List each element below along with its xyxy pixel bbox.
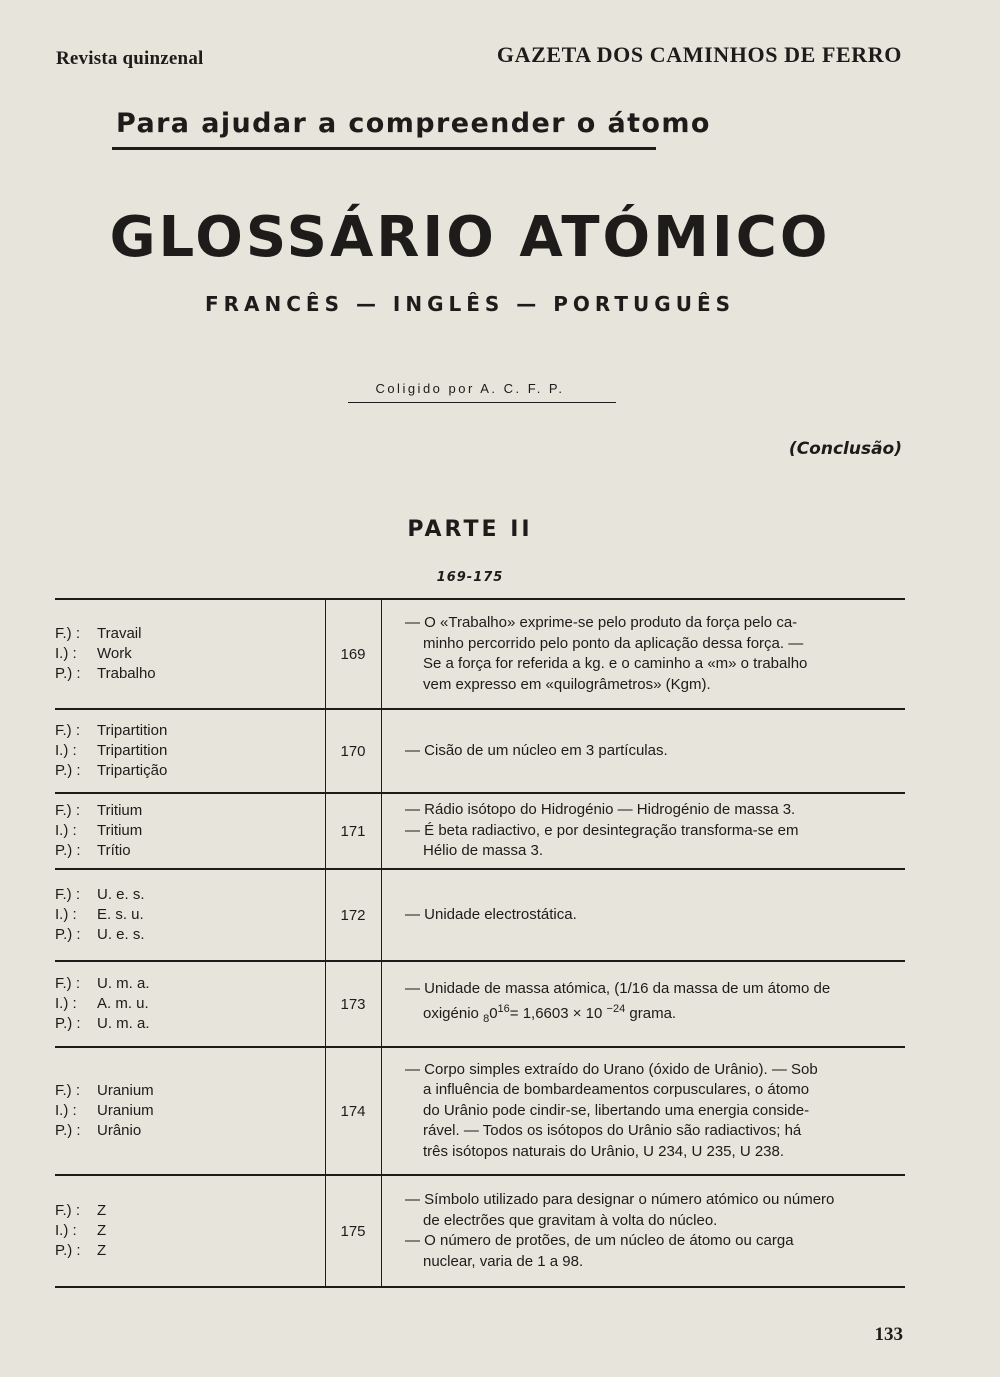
definition-line: vem expresso em «quilogrâmetros» (Kgm).: [423, 675, 711, 693]
entry-terms: [55, 1048, 325, 1174]
term-word: A. m. u.: [97, 995, 149, 1012]
entry-terms: [55, 1176, 325, 1286]
term-word: Uranium: [97, 1102, 154, 1119]
table-row: [55, 962, 905, 1046]
term-line: [55, 905, 325, 925]
table-row: [55, 710, 905, 792]
page-title: GLOSSÁRIO ATÓMICO: [109, 205, 831, 270]
term-word: E. s. u.: [97, 906, 144, 923]
language-code: P.) :: [55, 762, 81, 779]
term-line: [55, 1014, 325, 1034]
definition-line: — O número de protões, de um núcleo de átomo ou carga: [405, 1232, 794, 1249]
language-code: I.) :: [55, 995, 77, 1012]
term-line: [55, 841, 325, 861]
language-code: I.) :: [55, 906, 77, 923]
term-word: Trítio: [97, 842, 131, 859]
table-row: [55, 1176, 905, 1286]
term-line: [55, 885, 325, 905]
language-code: I.) :: [55, 645, 77, 662]
term-word: Tripartition: [97, 742, 168, 759]
entry-number: 173: [340, 995, 366, 1013]
definition-line: Hélio de massa 3.: [423, 842, 544, 860]
language-code: F.) :: [55, 1202, 80, 1219]
term-line: [55, 974, 325, 994]
definition-formula: [405, 999, 905, 1030]
table-row: [55, 1048, 905, 1174]
term-line: [55, 994, 325, 1014]
language-code: I.) :: [55, 742, 77, 759]
term-line: [55, 644, 325, 664]
definition-line: a influência de bombardeamentos corpusculares, o átomo: [423, 1081, 810, 1099]
glossary-table: [55, 598, 905, 1288]
term-word: Tripartition: [97, 722, 168, 739]
formula-atomic-number: 8: [483, 1013, 490, 1025]
term-word: Travail: [97, 625, 142, 642]
formula-mass-number: 16: [497, 1003, 510, 1015]
compiled-by: Coligido por A. C. F. P.: [375, 381, 565, 396]
section-title: Para ajudar a compreender o átomo: [116, 108, 711, 139]
term-line: [55, 761, 325, 781]
language-code: I.) :: [55, 822, 77, 839]
journal-title: GAZETA DOS CAMINHOS DE FERRO: [496, 42, 902, 67]
term-word: U. e. s.: [97, 926, 145, 943]
term-word: Z: [97, 1242, 107, 1259]
language-code: F.) :: [55, 1082, 80, 1099]
term-line: [55, 741, 325, 761]
term-word: U. m. a.: [97, 1015, 150, 1032]
language-code: P.) :: [55, 1122, 81, 1139]
term-line: [55, 925, 325, 945]
language-code: F.) :: [55, 975, 80, 992]
term-word: Tritium: [97, 822, 143, 839]
conclusion-note: (Conclusão): [788, 439, 902, 459]
definition-line: — Unidade electrostática.: [405, 905, 577, 923]
definition-line: — O «Trabalho» exprime-se pelo produto da força pelo ca-: [405, 614, 798, 631]
page-number: 133: [874, 1324, 903, 1345]
definition-line: — Rádio isótopo do Hidrogénio — Hidrogénio de massa 3.: [405, 801, 796, 819]
definition-line: — Corpo simples extraído do Urano (óxido de Urânio). — Sob: [405, 1060, 818, 1078]
definition-line: de electrões que gravitam à volta do núcleo.: [423, 1211, 718, 1229]
term-line: [55, 624, 325, 644]
definition-line: — É beta radiactivo, e por desintegração transforma-se em: [405, 821, 799, 839]
definition-line: — Unidade de massa atómica, (1/16 da massa de um átomo de: [405, 979, 831, 997]
entry-definition: [405, 1048, 905, 1174]
term-line: [55, 1201, 325, 1221]
formula-exponent: −24: [606, 1003, 626, 1015]
entry-number: 171: [340, 822, 366, 840]
entry-number: 170: [340, 742, 366, 760]
term-word: Z: [97, 1202, 107, 1219]
definition-line: nuclear, varia de 1 a 98.: [423, 1252, 584, 1270]
term-line: [55, 1101, 325, 1121]
term-word: U. m. a.: [97, 975, 150, 992]
term-word: Trabalho: [97, 665, 156, 682]
language-code: F.) :: [55, 886, 80, 903]
term-word: Urânio: [97, 1122, 142, 1139]
term-word: Tritium: [97, 802, 143, 819]
term-line: [55, 801, 325, 821]
term-word: Work: [97, 645, 132, 662]
term-word: Uranium: [97, 1082, 154, 1099]
term-word: Tripartição: [97, 762, 168, 779]
compiled-by-underline: [348, 402, 616, 403]
row-divider: [55, 1286, 905, 1288]
language-code: P.) :: [55, 665, 81, 682]
language-code: I.) :: [55, 1102, 77, 1119]
entry-definition: [405, 710, 905, 792]
table-row: [55, 600, 905, 708]
entry-definition: [405, 1176, 905, 1286]
entry-definition: [405, 870, 905, 960]
formula-symbol: 0: [489, 1005, 498, 1022]
language-code: P.) :: [55, 926, 81, 943]
language-code: I.) :: [55, 1222, 77, 1239]
entry-range: 169-175: [436, 570, 504, 585]
language-code: F.) :: [55, 625, 80, 642]
entry-definition: [405, 794, 905, 868]
definition-line: — Cisão de um núcleo em 3 partículas.: [405, 741, 668, 759]
journal-frequency: Revista quinzenal: [56, 48, 204, 69]
term-word: U. e. s.: [97, 886, 145, 903]
section-title-underline: [112, 147, 656, 150]
term-line: [55, 721, 325, 741]
definition-line: Se a força for referida a kg. e o caminho a «m» o trabalho: [423, 655, 808, 672]
formula-prefix: oxigénio: [423, 1005, 479, 1022]
entry-terms: [55, 600, 325, 708]
languages-subtitle: FRANCÊS — INGLÊS — PORTUGUÊS: [204, 292, 736, 316]
entry-number: 169: [340, 645, 366, 663]
entry-number: 174: [340, 1102, 366, 1120]
definition-line: do Urânio pode cindir-se, libertando uma energia conside-: [423, 1101, 810, 1119]
entry-number: 175: [340, 1222, 366, 1240]
term-line: [55, 1241, 325, 1261]
table-row: [55, 870, 905, 960]
language-code: F.) :: [55, 802, 80, 819]
definition-line: — Símbolo utilizado para designar o número atómico ou número: [405, 1191, 835, 1208]
entry-terms: [55, 962, 325, 1046]
table-row: [55, 794, 905, 868]
entry-terms: [55, 870, 325, 960]
term-word: Z: [97, 1222, 107, 1239]
entry-number: 172: [340, 906, 366, 924]
language-code: P.) :: [55, 1015, 81, 1032]
part-heading: PARTE II: [407, 517, 533, 542]
term-line: [55, 664, 325, 684]
term-line: [55, 1221, 325, 1241]
term-line: [55, 821, 325, 841]
definition-line: minho percorrido pelo ponto da aplicação dessa força. —: [423, 634, 804, 652]
entry-terms: [55, 794, 325, 868]
definition-line: rável. — Todos os isótopos do Urânio são radiactivos; há: [423, 1122, 802, 1140]
entry-definition: [405, 962, 905, 1046]
entry-definition: [405, 600, 905, 708]
formula-unit: grama.: [629, 1005, 677, 1022]
language-code: P.) :: [55, 842, 81, 859]
definition-line: três isótopos naturais do Urânio, U 234, U 235, U 238.: [423, 1142, 785, 1160]
language-code: P.) :: [55, 1242, 81, 1259]
language-code: F.) :: [55, 722, 80, 739]
formula-value: = 1,6603 × 10: [509, 1005, 603, 1022]
entry-terms: [55, 710, 325, 792]
term-line: [55, 1081, 325, 1101]
term-line: [55, 1121, 325, 1141]
